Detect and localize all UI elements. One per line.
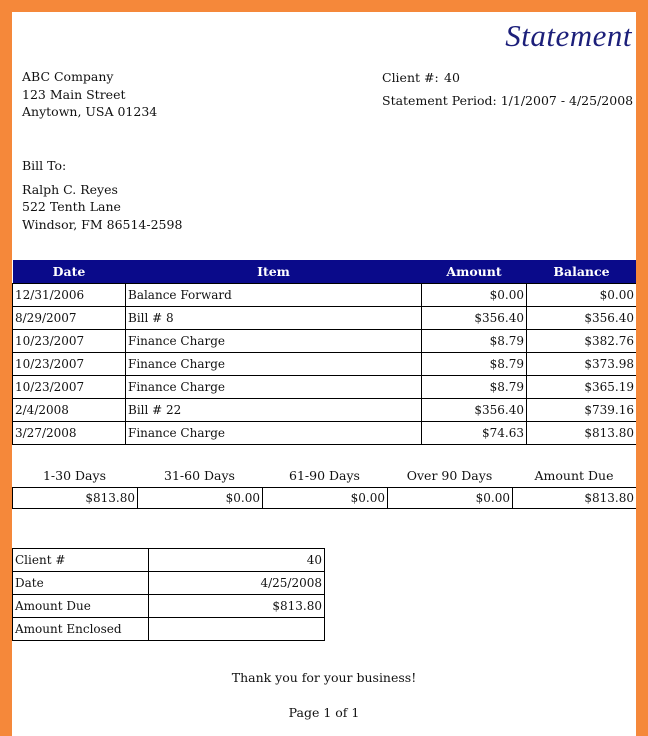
column-header-balance: Balance [527,260,637,284]
row-amount: $356.40 [422,307,527,330]
table-row [13,399,637,422]
statement-period-label: Statement Period: [382,93,497,108]
row-balance: $373.98 [527,353,637,376]
bill-to-name: Ralph C. Reyes [22,182,118,197]
row-item: Finance Charge [126,330,422,353]
table-row [13,284,637,307]
row-date: 10/23/2007 [13,353,126,376]
aging-value-61-90: $0.00 [263,488,388,509]
table-row [13,353,637,376]
row-amount: $8.79 [422,376,527,399]
row-balance: $813.80 [527,422,637,445]
row-item: Bill # 22 [126,399,422,422]
row-date: 10/23/2007 [13,376,126,399]
row-amount: $8.79 [422,353,527,376]
client-number-value: 40 [444,70,460,85]
company-street: 123 Main Street [22,87,126,102]
row-item: Finance Charge [126,376,422,399]
column-header-date: Date [13,260,126,284]
row-item: Balance Forward [126,284,422,307]
remittance-row [13,572,325,595]
transactions-table [12,260,636,445]
company-city: Anytown, USA 01234 [22,104,158,119]
table-row [13,376,637,399]
row-amount: $74.63 [422,422,527,445]
page-title: Statement [505,18,632,53]
row-date: 12/31/2006 [13,284,126,307]
row-balance: $356.40 [527,307,637,330]
remittance-value: 40 [149,549,325,572]
aging-header [12,468,636,483]
aging-table [12,487,636,509]
table-row [13,307,637,330]
row-balance: $739.16 [527,399,637,422]
remittance-table [12,548,325,641]
aging-header-1-30: 1-30 Days [42,468,106,483]
row-date: 10/23/2007 [13,330,126,353]
row-amount: $0.00 [422,284,527,307]
remittance-label: Client # [13,549,149,572]
transactions-header-row [13,260,637,284]
aging-header-over-90: Over 90 Days [406,468,493,483]
row-balance: $0.00 [527,284,637,307]
row-item: Finance Charge [126,353,422,376]
remittance-row [13,618,325,641]
table-row [13,422,637,445]
row-item: Finance Charge [126,422,422,445]
statement-period-value: 1/1/2007 - 4/25/2008 [500,93,634,108]
row-date: 2/4/2008 [13,399,126,422]
row-balance: $382.76 [527,330,637,353]
aging-value-amount-due: $813.80 [513,488,637,509]
remittance-row [13,595,325,618]
column-header-amount: Amount [422,260,527,284]
client-number-label: Client #: [382,70,439,85]
row-item: Bill # 8 [126,307,422,330]
aging-header-amount-due: Amount Due [534,468,614,483]
row-amount: $356.40 [422,399,527,422]
column-header-item: Item [126,260,422,284]
page-number: Page 1 of 1 [288,705,360,720]
row-date: 3/27/2008 [13,422,126,445]
company-name: ABC Company [22,69,114,84]
thank-you-note: Thank you for your business! [231,670,417,685]
row-date: 8/29/2007 [13,307,126,330]
aging-header-31-60: 31-60 Days [164,468,235,483]
row-amount: $8.79 [422,330,527,353]
bill-to-label: Bill To: [22,158,67,173]
aging-header-61-90: 61-90 Days [289,468,360,483]
remittance-label: Amount Due [13,595,149,618]
statement-period-line [382,93,633,108]
aging-value-1-30: $813.80 [13,488,138,509]
remittance-value: 4/25/2008 [149,572,325,595]
bill-to-street: 522 Tenth Lane [22,199,121,214]
remittance-row [13,549,325,572]
bill-to-city: Windsor, FM 86514-2598 [22,217,183,232]
statement-page [12,12,636,736]
aging-values-row [13,488,637,509]
remittance-label: Amount Enclosed [13,618,149,641]
aging-value-31-60: $0.00 [138,488,263,509]
aging-value-over-90: $0.00 [388,488,513,509]
remittance-label: Date [13,572,149,595]
table-row [13,330,637,353]
remittance-value: $813.80 [149,595,325,618]
row-balance: $365.19 [527,376,637,399]
client-number-line [382,70,460,85]
amount-enclosed-field[interactable] [149,618,325,641]
